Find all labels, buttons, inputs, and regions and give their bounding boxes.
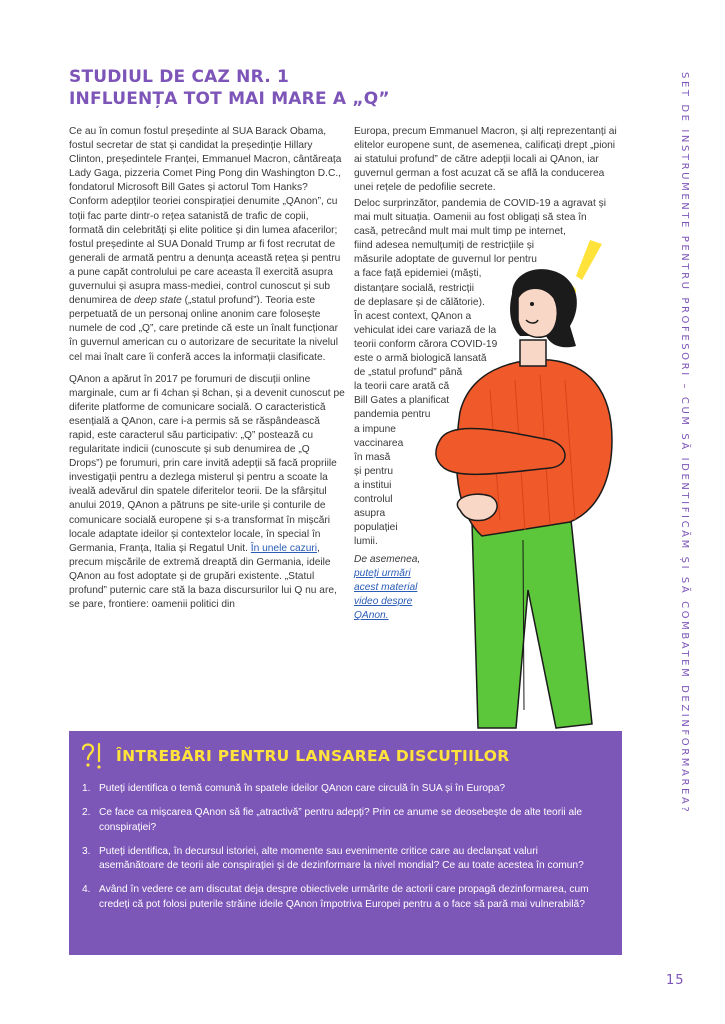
person-illustration [420, 240, 620, 740]
covid-text-line: a face față epidemiei (măști, [354, 268, 482, 280]
covid-text-line: de deplasare și de călătorie). [354, 296, 485, 308]
covid-text-line: distanțare socială, restricții [354, 282, 475, 294]
covid-text-line: pandemia pentru [354, 409, 431, 421]
question-number: 1. [82, 783, 91, 794]
video-note-line[interactable]: video despre [354, 596, 413, 608]
covid-text-line: casă, petrecând mult mai mult timp pe internet, [354, 226, 566, 238]
covid-text-line: și pentru [354, 465, 394, 477]
page-title [69, 66, 390, 110]
origin-text: QAnon a apărut în 2017 pe forumuri de discuții online marginale, cum ar fi 4chan și 8chan, și a devenit cunoscut pe diferite platforme de comunicare socială. O caracteristică esențială a QAnon, care i-a permis să se răspândească rapid, este caracterul său participativ: „Q” postează cu regularitate indicii (cunoscute și sub denumirea de „Q Drops”) pe forumuri, prin care invită adepții să facă propriile investigații pentru a dezlega misterul și pentru a scoate la iveală adevărul din spatele diferitelor teorii. De la sfârșitul anului 2019, QAnon a pătruns pe site-urile și conturile de comunicare socială europene și s-a transformat în mișcări locale adaptate ideilor și contextelor locale, în special în Germania, Franța, Italia și Regatul Unit. [69, 373, 345, 554]
question-text: Puteți identifica, în decursul istoriei, alte momente sau evenimente critice care au declanșat valuri asemănătoare de teorii ale conspirației și de dezinformare la nivel mondial? Ce au toate acestea în comun? [99, 845, 584, 872]
question-number: 3. [82, 845, 91, 857]
question-text: Având în vedere ce am discutat deja despre obiectivele urmărite de actorii care propagă dezinformarea, cum credeți că pot folosi puterile străine ideile QAnon împotriva Europei pentru a o face să pară mai vulnerabilă? [99, 884, 589, 910]
covid-text-line: a institui [354, 479, 392, 491]
paragraph-intro [69, 125, 345, 365]
covid-text-line: este o armă biologică lansată [354, 353, 487, 365]
question-text: Ce face ca mișcarea QAnon să fie „atractivă” pentru adepți? Prin ce anume se deosebește de alte teorii ale conspirației? [99, 807, 583, 833]
covid-text-line: la teorii care arată că [354, 381, 450, 393]
video-note-line: De asemenea, [354, 554, 421, 565]
video-note-line[interactable]: QAnon. [354, 610, 389, 622]
deep-state-term: deep state [134, 295, 182, 307]
in-some-cases-link[interactable]: În unele cazuri [250, 542, 318, 554]
discussion-title: ÎNTREBĂRI PENTRU LANSAREA DISCUȚIILOR [116, 747, 510, 765]
eye [530, 302, 534, 306]
intro-text: Ce au în comun fostul președinte al SUA Barack Obama, fostul secretar de stat și candidat la președinție Hillary Clinton, președintele Franței, Emmanuel Macron, cântăreața Lady Gaga, pizzeria Comet Ping Pong din Washington D.C., fondatorul Microsoft Bill Gates și actorul Tom Hanks? Conform adepților teoriei conspirației denumite „QAnon”, cu toții fac parte dintr-o rețea satanistă de trafic de copii, formată din celebrități și elite politice și din lumea afacerilor; fostul președinte al SUA Donald Trump ar fi fost recrutat de generali de armată pentru a denunța această rețea și pentru a pune capăt controlului pe care aceasta îl exercită asupra guvernului și asupra mass-mediei, control cunoscut și sub denumirea de [69, 126, 342, 307]
covid-text-line: Bill Gates a planificat [354, 395, 450, 407]
video-note-line[interactable]: puteți urmări [354, 568, 411, 580]
left-column [69, 125, 345, 620]
video-note[interactable] [354, 553, 420, 623]
covid-text-line: În acest context, QAnon a [354, 310, 472, 322]
covid-text-line: a impune [354, 423, 396, 435]
origin-text-end: , precum mișcările de extremă dreaptă din Germania, ideile QAnon au fost adoptate și de grupări existente. „Statul profund” puternic care stă la baza discursurilor lui Q nu are, se pare, frontiere: oamenii politici din [69, 542, 337, 611]
video-note-line[interactable]: acest material [354, 582, 418, 594]
paragraph-europe: Europa, precum Emmanuel Macron, și alți reprezentanți ai elitelor europene sunt, de asemenea, calificați drept „pioni ai statului profund” de către adepții locali ai QAnon, iar guvernul german a fost acuzat că se află la conducerea unei rețele de pedofilie secrete. [354, 126, 617, 194]
question-number: 2. [82, 807, 91, 819]
covid-text-line: Deloc surprinzător, pandemia de COVID-19 a agravat și [354, 198, 606, 209]
right-column-top [354, 125, 622, 203]
covid-text-line: de „statul profund” până [354, 367, 463, 379]
covid-text-line: teorii conform cărora COVID-19 [354, 338, 498, 350]
covid-text-line: asupra [354, 508, 386, 520]
face [518, 288, 557, 337]
question-list [82, 782, 602, 922]
covid-text-line: populației [354, 522, 398, 534]
covid-text-line: controlul [354, 493, 393, 505]
question-item [82, 883, 602, 912]
title-line-1: STUDIUL DE CAZ NR. 1 [69, 67, 289, 87]
covid-text-line: mai mult situația. Oamenii au fost obligați să stea în [354, 212, 587, 224]
hand [457, 494, 497, 520]
exclamation-mark [576, 240, 602, 280]
question-text: Puteți identifica o temă comună în spatele ideilor QAnon care circulă în SUA și în Europa? [99, 783, 506, 794]
question-item [82, 806, 602, 835]
side-banner [676, 72, 690, 815]
covid-text-line: lumii. [354, 536, 378, 548]
title-line-2: INFLUENȚA TOT MAI MARE A „Q” [69, 89, 390, 109]
page-number: 15 [666, 973, 685, 988]
question-item [82, 845, 602, 874]
covid-text-line: măsurile adoptate de guvernul lor pentru [354, 254, 537, 266]
covid-text-line: vaccinarea [354, 437, 404, 449]
covid-text-line: vehiculat idei care variază de la [354, 324, 497, 336]
green-trousers [472, 510, 592, 728]
neck [520, 340, 546, 366]
question-item [82, 782, 602, 796]
intro-text-end: („statul profund”). Teoria este perpetuată de un personaj online anonim care folosește numele de cod „Q”, care pretinde că este un înalt funcționar în guvernul american cu o autorizare de securitate la nivelul cel mai înalt care îi conferă acces la informații clasificate. [69, 295, 338, 363]
question-number: 4. [82, 884, 91, 896]
covid-text-line: în masă [354, 451, 391, 463]
side-banner-text: SET DE INSTRUMENTE PENTRU PROFESORI – CUM SĂ IDENTIFICĂM ȘI SĂ COMBATEM DEZINFORMAREA? [679, 72, 690, 815]
question-exclamation-icon [77, 739, 111, 773]
covid-text-line: fiind adesea nemulțumiți de restricțiile și [354, 240, 535, 252]
paragraph-qanon-origin [69, 373, 345, 613]
